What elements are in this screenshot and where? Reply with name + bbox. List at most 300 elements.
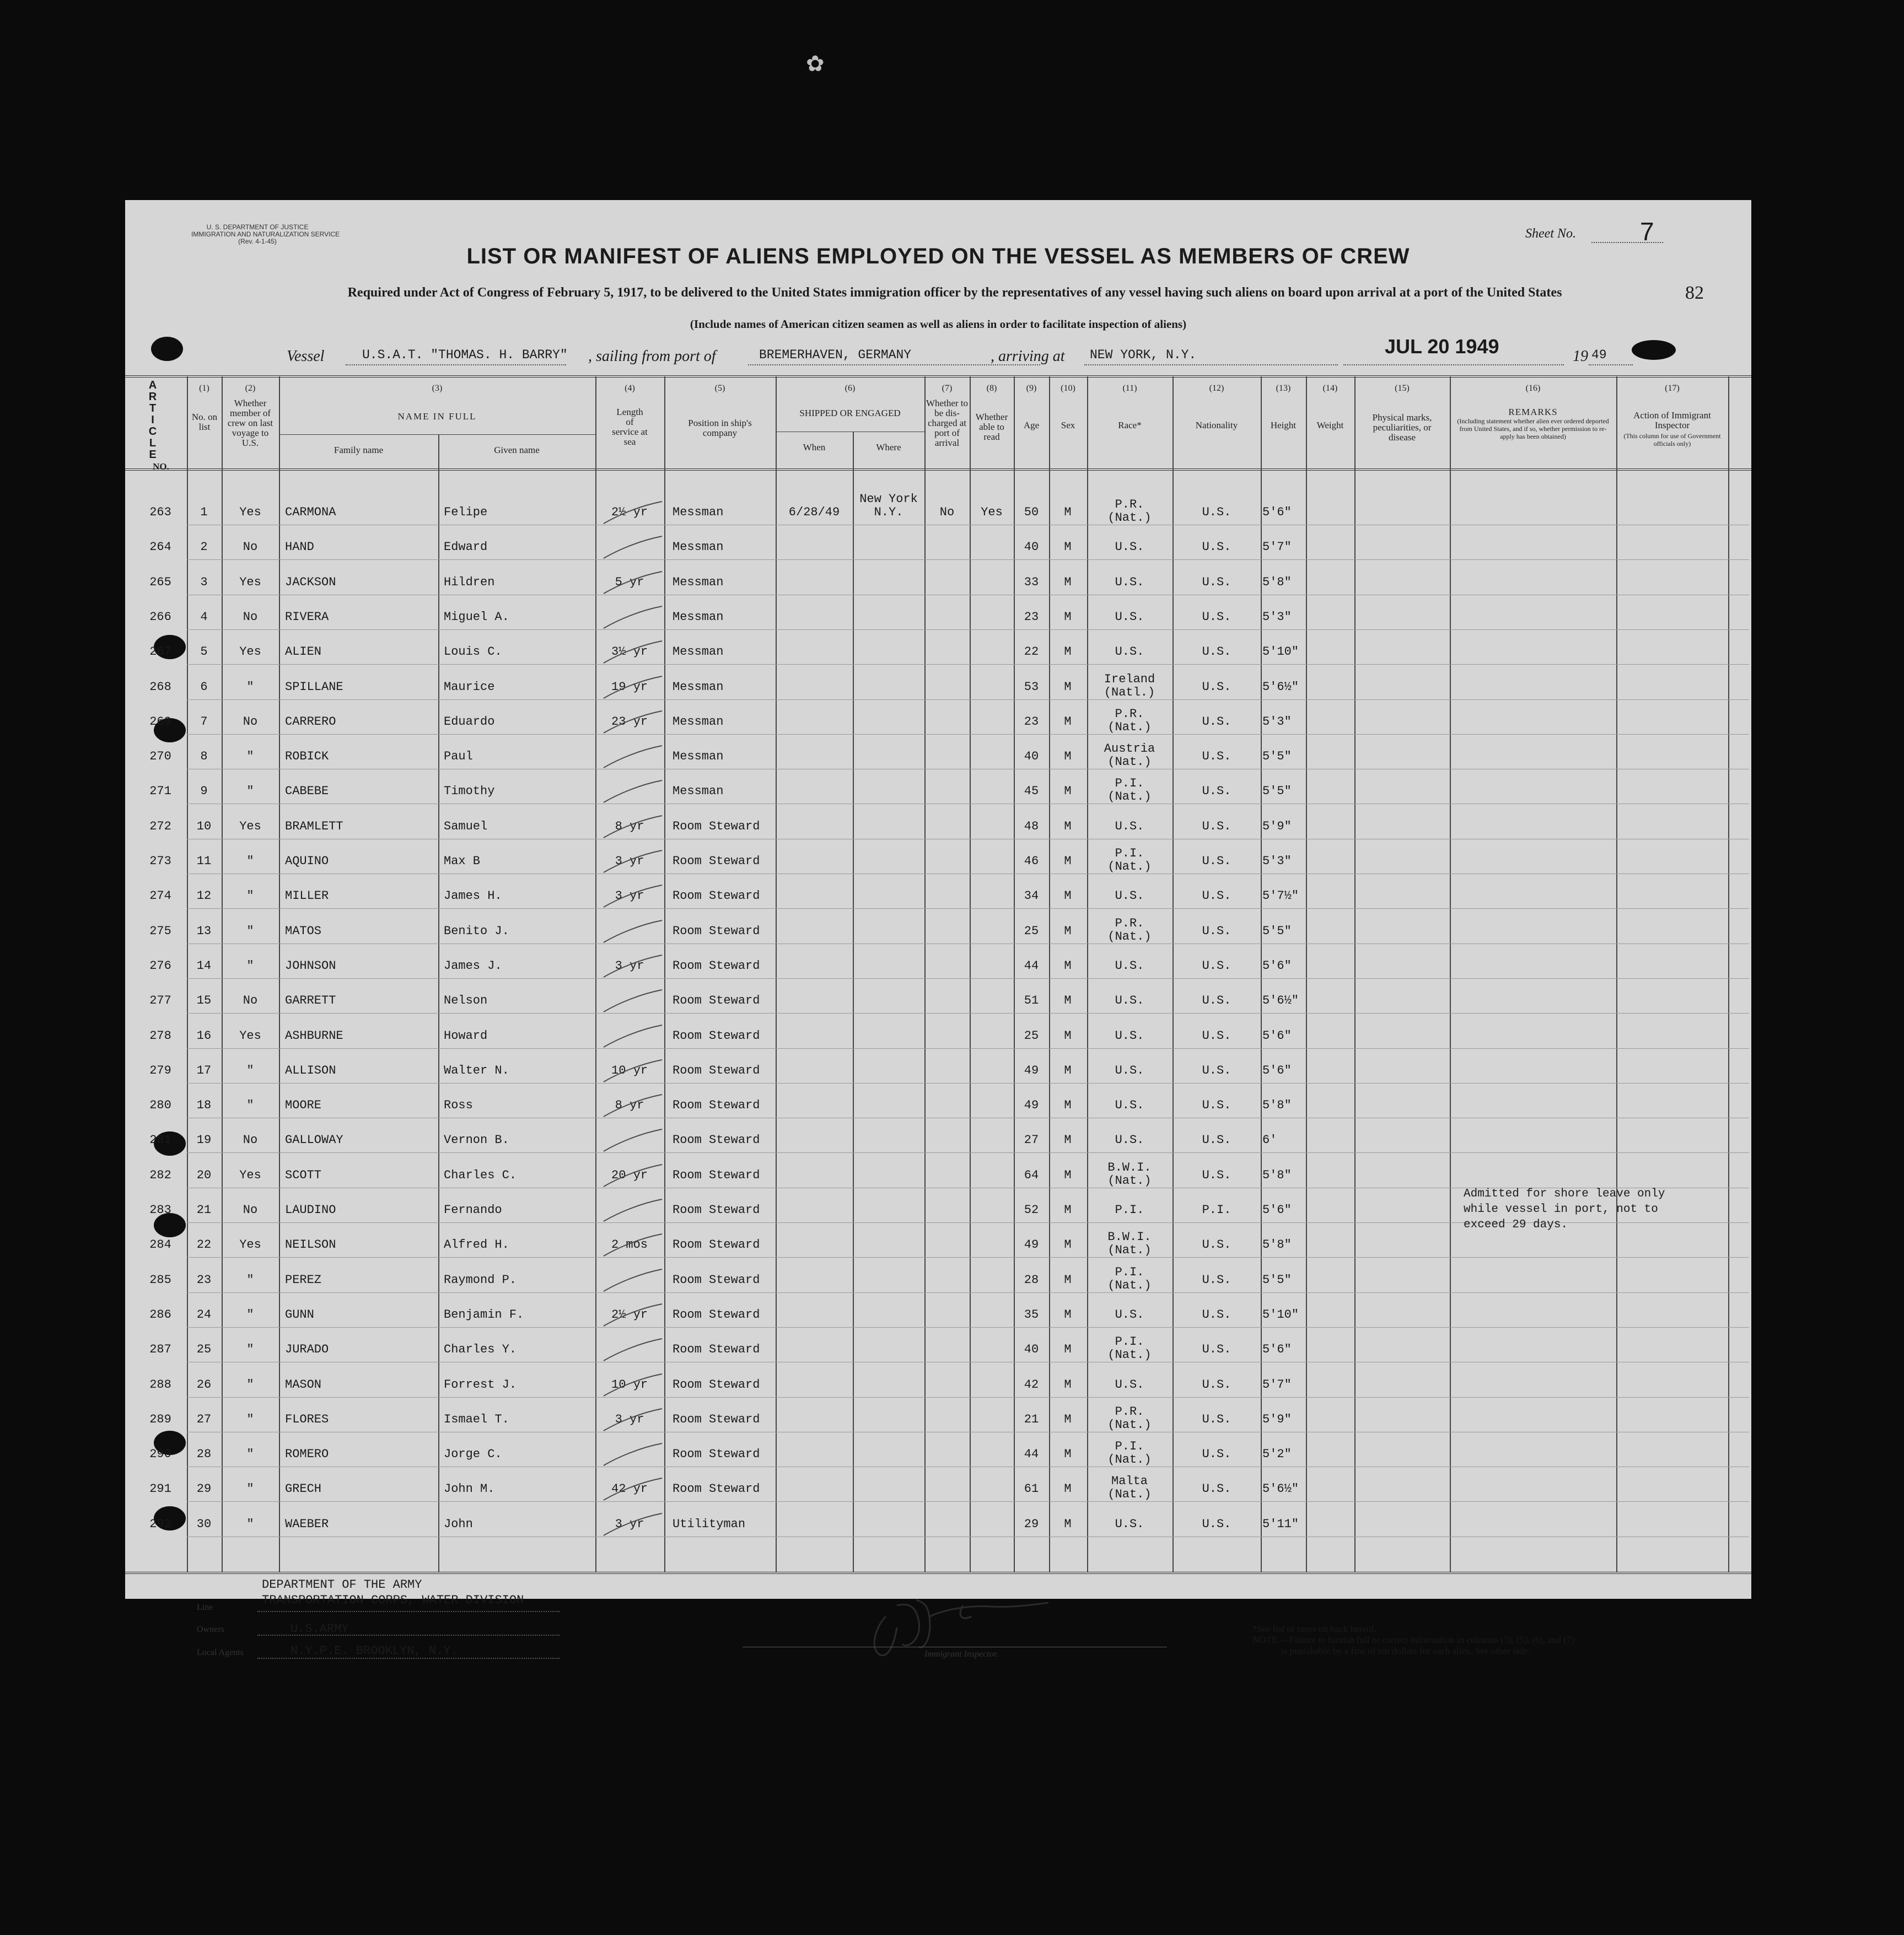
cell-given-name: Samuel — [444, 819, 488, 833]
cell-list-no: 13 — [196, 924, 212, 938]
col15-header: Physical marks, peculiarities, or disease — [1372, 412, 1432, 443]
cell-given-name: Walter N. — [444, 1063, 509, 1077]
cell-given-name: Alfred H. — [444, 1238, 509, 1252]
cell-last-voyage: " — [246, 750, 254, 764]
row-rule — [187, 1048, 1749, 1049]
cell-sex: M — [1064, 1412, 1072, 1426]
cell-list-no: 29 — [196, 1482, 212, 1496]
cell-article-no: 286 — [149, 1307, 171, 1322]
cell-article-no: 282 — [149, 1168, 171, 1182]
cell-sex: M — [1064, 1168, 1072, 1182]
cell-given-name: Edward — [444, 540, 488, 554]
pencil-tick-mark — [600, 813, 666, 841]
cell-race: U.S. — [1115, 958, 1144, 973]
cell-article-no: 281 — [149, 1133, 171, 1147]
cell-list-no: 14 — [196, 958, 212, 973]
col8-header: Whether able to read — [975, 412, 1008, 442]
cell-race-qualifier: (Nat.) — [1107, 790, 1152, 804]
cell-nationality: U.S. — [1202, 1238, 1231, 1252]
cell-age: 27 — [1024, 1133, 1039, 1147]
cell-race-qualifier: (Nat.) — [1107, 1417, 1152, 1432]
cell-given-name: James H. — [444, 889, 502, 903]
pencil-tick-mark — [600, 709, 666, 736]
cell-height: 5'10" — [1262, 645, 1299, 659]
cell-article-no: 264 — [149, 540, 171, 554]
cell-nationality: U.S. — [1202, 1273, 1231, 1287]
cell-race: U.S. — [1115, 1133, 1144, 1147]
cell-family-name: MOORE — [285, 1098, 322, 1113]
cell-family-name: JOHNSON — [285, 958, 336, 973]
col16-header: REMARKS — [1508, 407, 1558, 417]
col12-number: (12) — [1209, 384, 1224, 393]
cell-nationality: U.S. — [1202, 680, 1231, 694]
cell-nationality: U.S. — [1202, 714, 1231, 729]
cell-last-voyage: No — [243, 994, 258, 1008]
cell-family-name: GUNN — [285, 1307, 314, 1322]
cell-last-voyage: No — [243, 1133, 258, 1147]
row-rule — [187, 1083, 1749, 1084]
cell-sex: M — [1064, 784, 1072, 799]
pencil-tick-mark — [600, 953, 666, 980]
cell-article-no: 291 — [149, 1482, 171, 1496]
cell-given-name: Fernando — [444, 1203, 502, 1217]
cell-height: 5'6½" — [1262, 994, 1299, 1008]
cell-sex: M — [1064, 610, 1072, 624]
cell-family-name: BRAMLETT — [285, 819, 343, 833]
cell-family-name: JACKSON — [285, 575, 336, 589]
cell-age: 49 — [1024, 1098, 1039, 1113]
cell-height: 5'9" — [1262, 819, 1292, 833]
cell-race: P.I. — [1115, 1335, 1144, 1349]
owners-underline — [257, 1635, 560, 1636]
cell-article-no: 274 — [149, 889, 171, 903]
col14-number: (14) — [1322, 384, 1338, 393]
cell-position: Messman — [673, 575, 724, 589]
cell-height: 5'7½" — [1262, 889, 1299, 903]
cell-race-qualifier: (Nat.) — [1107, 1278, 1152, 1292]
cell-race: P.R. — [1115, 707, 1144, 721]
col-divider — [1354, 376, 1356, 1572]
cell-given-name: John — [444, 1517, 473, 1531]
cell-nationality: U.S. — [1202, 889, 1231, 903]
col5-number: (5) — [714, 384, 725, 393]
cell-height: 5'3" — [1262, 854, 1292, 868]
col12-header: Nationality — [1195, 420, 1238, 430]
cell-race: P.R. — [1115, 916, 1144, 930]
cell-last-voyage: " — [246, 889, 254, 903]
cell-service-length: 2½ yr — [611, 1307, 648, 1322]
cell-age: 25 — [1024, 924, 1039, 938]
cell-position: Messman — [673, 714, 724, 729]
cell-family-name: PEREZ — [285, 1273, 322, 1287]
port-to-value: NEW YORK, N.Y. — [1090, 348, 1197, 362]
cell-article-no: 278 — [149, 1028, 171, 1043]
cell-age: 25 — [1024, 1028, 1039, 1043]
cell-given-name: Ismael T. — [444, 1412, 509, 1426]
cell-service-length: 3 yr — [615, 1517, 644, 1531]
row-rule — [187, 1257, 1749, 1258]
col15-number: (15) — [1395, 384, 1410, 393]
article-no-letter: A — [148, 379, 157, 391]
cell-article-no: 272 — [149, 819, 171, 833]
cell-article-no: 290 — [149, 1447, 171, 1462]
row-rule — [187, 1013, 1749, 1014]
cell-sex: M — [1064, 750, 1072, 764]
cell-article-no: 287 — [149, 1343, 171, 1357]
cell-position: Room Steward — [673, 1028, 760, 1043]
col3a-header: Family name — [334, 445, 384, 455]
cell-last-voyage: " — [246, 924, 254, 938]
cell-last-voyage: " — [246, 1447, 254, 1462]
name-subheader-rule — [279, 434, 595, 435]
cell-family-name: RIVERA — [285, 610, 329, 624]
cell-position: Messman — [673, 645, 724, 659]
col1-header: No. on list — [191, 412, 218, 432]
cell-family-name: MILLER — [285, 889, 329, 903]
col10-number: (10) — [1061, 384, 1075, 393]
col10-header: Sex — [1061, 420, 1075, 430]
pencil-tick-mark — [600, 534, 666, 562]
cell-given-name: James J. — [444, 958, 502, 973]
row-rule — [187, 1327, 1749, 1328]
cell-given-name: Felipe — [444, 505, 488, 519]
cell-height: 5'3" — [1262, 610, 1292, 624]
cell-race: B.W.I. — [1107, 1160, 1152, 1174]
cell-sex: M — [1064, 1098, 1072, 1113]
cell-height: 5'6" — [1262, 958, 1292, 973]
cell-race-qualifier: (Nat.) — [1107, 511, 1152, 525]
cell-article-no: 271 — [149, 784, 171, 799]
cell-height: 5'5" — [1262, 750, 1292, 764]
cell-height: 5'6½" — [1262, 680, 1299, 694]
cell-sex: M — [1064, 714, 1072, 729]
year-label: 19 — [1573, 348, 1588, 365]
cell-service-length: 23 yr — [611, 714, 648, 729]
cell-age: 53 — [1024, 680, 1039, 694]
col-divider — [924, 376, 926, 1572]
page-number: 82 — [1685, 283, 1704, 303]
cell-last-voyage: Yes — [239, 1238, 261, 1252]
form-note: (Include names of American citizen seamen as well as aliens in order to facilitate inspection of aliens) — [690, 317, 1187, 331]
cell-list-no: 6 — [200, 680, 208, 694]
pencil-tick-mark — [600, 499, 666, 527]
agency-block — [191, 223, 340, 245]
cell-article-no: 263 — [149, 505, 171, 519]
cell-service-length: 3 yr — [615, 958, 644, 973]
cell-service-length: 10 yr — [611, 1063, 648, 1077]
cell-race-qualifier: (Nat.) — [1107, 755, 1152, 769]
col4-header: Length of service at sea — [612, 407, 648, 447]
cell-race: Malta — [1111, 1474, 1148, 1489]
line-underline — [257, 1611, 560, 1612]
cell-sex: M — [1064, 1028, 1072, 1043]
cell-age: 45 — [1024, 784, 1039, 799]
footnote-line: *See list of races on back hereof. — [1252, 1624, 1377, 1634]
col-divider — [853, 432, 854, 1572]
cell-position: Utilityman — [673, 1517, 746, 1531]
cell-given-name: John M. — [444, 1482, 495, 1496]
cell-race: P.I. — [1115, 1203, 1144, 1217]
pencil-tick-mark — [600, 1511, 666, 1539]
cell-race-qualifier: (Nat.) — [1107, 1173, 1152, 1188]
cell-list-no: 8 — [200, 750, 208, 764]
col5-header: Position in ship's company — [688, 418, 752, 438]
cell-last-voyage: " — [246, 1307, 254, 1322]
sheet-no-label: Sheet No. — [1525, 227, 1576, 241]
pencil-tick-mark — [600, 883, 666, 910]
cell-service-length: 8 yr — [615, 819, 644, 833]
col-divider — [279, 376, 280, 1572]
cell-last-voyage: Yes — [239, 645, 261, 659]
cell-service-length: 3½ yr — [611, 645, 648, 659]
cell-age: 35 — [1024, 1307, 1039, 1322]
cell-article-no: 267 — [149, 645, 171, 659]
col8-number: (8) — [986, 384, 997, 393]
cell-height: 5'9" — [1262, 1412, 1292, 1426]
article-no-suffix: NO. — [153, 461, 169, 472]
cell-race: U.S. — [1115, 1098, 1144, 1113]
cell-last-voyage: Yes — [239, 1028, 261, 1043]
cell-position: Room Steward — [673, 1377, 760, 1392]
cell-nationality: U.S. — [1202, 1168, 1231, 1182]
cell-last-voyage: " — [246, 1063, 254, 1077]
cell-position: Room Steward — [673, 1133, 760, 1147]
pencil-tick-mark — [600, 848, 666, 876]
col16-number: (16) — [1525, 384, 1541, 393]
cell-sex: M — [1064, 1517, 1072, 1531]
cell-race: U.S. — [1115, 610, 1144, 624]
owners-label: Owners — [197, 1625, 224, 1634]
cell-given-name: Benito J. — [444, 924, 509, 938]
cell-position: Room Steward — [673, 1482, 760, 1496]
cell-position: Room Steward — [673, 1273, 760, 1287]
cell-family-name: CABEBE — [285, 784, 329, 799]
cell-last-voyage: " — [246, 1412, 254, 1426]
row-rule — [187, 1501, 1749, 1502]
cell-race: Austria — [1104, 742, 1155, 756]
cell-article-no: 289 — [149, 1412, 171, 1426]
cell-discharged: No — [939, 505, 955, 519]
col2-number: (2) — [245, 384, 256, 393]
cell-article-no: 268 — [149, 680, 171, 694]
cell-race: U.S. — [1115, 1063, 1144, 1077]
cell-shipped-when: 6/28/49 — [788, 505, 840, 519]
vessel-value: U.S.A.T. "THOMAS. H. BARRY" — [362, 348, 568, 362]
col-divider — [595, 376, 596, 1572]
pencil-tick-mark — [600, 1302, 666, 1329]
row-rule — [187, 629, 1749, 630]
cell-list-no: 10 — [196, 819, 212, 833]
cell-given-name: Paul — [444, 750, 473, 764]
pencil-tick-mark — [600, 1267, 666, 1295]
col11-number: (11) — [1122, 384, 1137, 393]
cell-service-length: 2 mos — [611, 1238, 648, 1252]
cell-nationality: U.S. — [1202, 505, 1231, 519]
cell-family-name: SPILLANE — [285, 680, 343, 694]
sheet-no-value: 7 — [1640, 217, 1654, 246]
cell-position: Room Steward — [673, 1098, 760, 1113]
col2-header: Whether member of crew on last voyage to U.S. — [227, 398, 273, 448]
article-no-letter: E — [149, 449, 157, 461]
cell-article-no: 284 — [149, 1238, 171, 1252]
cell-height: 5'6" — [1262, 1028, 1292, 1043]
cell-list-no: 27 — [196, 1412, 212, 1426]
table-top-rule — [125, 375, 1751, 378]
col1-number: (1) — [199, 384, 209, 393]
pencil-tick-mark — [600, 1197, 666, 1225]
cell-height: 5'6" — [1262, 1203, 1292, 1217]
cell-age: 48 — [1024, 819, 1039, 833]
col6-number: (6) — [845, 384, 856, 393]
cell-service-length: 10 yr — [611, 1377, 648, 1392]
cell-race-qualifier: (Nat.) — [1107, 860, 1152, 874]
cell-nationality: U.S. — [1202, 1028, 1231, 1043]
cell-age: 29 — [1024, 1517, 1039, 1531]
cell-sex: M — [1064, 680, 1072, 694]
footnote-line: NOTE.—Failure to furnish full or correct information in columns (3), (5), (6), and (7) — [1252, 1635, 1574, 1645]
pencil-tick-mark — [600, 1336, 666, 1364]
cell-service-length: 3 yr — [615, 854, 644, 868]
pencil-tick-mark — [600, 604, 666, 632]
article-no-letter: C — [148, 425, 157, 438]
cell-article-no: 292 — [149, 1517, 171, 1531]
cell-shipped-where: N.Y. — [874, 505, 903, 519]
row-rule — [187, 908, 1749, 909]
cell-position: Room Steward — [673, 924, 760, 938]
cell-race: Ireland — [1104, 672, 1155, 686]
vessel-label: Vessel — [287, 348, 325, 365]
cell-sex: M — [1064, 994, 1072, 1008]
pencil-tick-mark — [600, 569, 666, 597]
pencil-tick-mark — [600, 1127, 666, 1155]
cell-given-name: Benjamin F. — [444, 1307, 524, 1322]
cell-height: 5'2" — [1262, 1447, 1292, 1462]
cell-age: 42 — [1024, 1377, 1039, 1392]
pencil-tick-mark — [600, 778, 666, 806]
cell-article-no: 269 — [149, 714, 171, 729]
article-no-letter: T — [149, 402, 157, 414]
remark-line: Admitted for shore leave only — [1464, 1188, 1665, 1200]
cell-race: P.R. — [1115, 1404, 1144, 1419]
row-rule — [187, 1397, 1749, 1398]
cell-list-no: 5 — [200, 645, 208, 659]
cell-article-no: 283 — [149, 1203, 171, 1217]
cell-article-no: 270 — [149, 750, 171, 764]
cell-list-no: 4 — [200, 610, 208, 624]
cell-list-no: 7 — [200, 714, 208, 729]
cell-list-no: 22 — [196, 1238, 212, 1252]
row-rule — [187, 1292, 1749, 1293]
pencil-tick-mark — [600, 1023, 666, 1050]
cell-age: 51 — [1024, 994, 1039, 1008]
cell-service-length: 8 yr — [615, 1098, 644, 1113]
cell-sex: M — [1064, 889, 1072, 903]
cell-age: 61 — [1024, 1482, 1039, 1496]
year-underline — [1589, 364, 1633, 365]
cell-family-name: GRECH — [285, 1482, 322, 1496]
cell-age: 33 — [1024, 575, 1039, 589]
col3-number: (3) — [432, 384, 443, 393]
cell-position: Room Steward — [673, 1063, 760, 1077]
cell-position: Room Steward — [673, 1203, 760, 1217]
cell-nationality: U.S. — [1202, 1063, 1231, 1077]
cell-family-name: ROMERO — [285, 1447, 329, 1462]
cell-race-qualifier: (Natl.) — [1104, 685, 1155, 699]
cell-nationality: U.S. — [1202, 750, 1231, 764]
table-bottom-rule — [125, 1572, 1751, 1574]
cell-list-no: 16 — [196, 1028, 212, 1043]
col-divider — [1616, 376, 1617, 1572]
col-divider — [1306, 376, 1307, 1572]
cell-given-name: Louis C. — [444, 645, 502, 659]
cell-family-name: CARMONA — [285, 505, 336, 519]
cell-sex: M — [1064, 1133, 1072, 1147]
col13-number: (13) — [1276, 384, 1291, 393]
cell-given-name: Charles Y. — [444, 1343, 517, 1357]
cell-given-name: Max B — [444, 854, 481, 868]
col-divider — [776, 376, 777, 1572]
cell-last-voyage: Yes — [239, 819, 261, 833]
cell-sex: M — [1064, 1343, 1072, 1357]
cell-nationality: U.S. — [1202, 1482, 1231, 1496]
cell-nationality: U.S. — [1202, 1343, 1231, 1357]
footnote-line: is punishable by a fine of ten dollars for each alien. See other side. — [1281, 1646, 1530, 1656]
cell-article-no: 273 — [149, 854, 171, 868]
cell-height: 5'6" — [1262, 505, 1292, 519]
cell-given-name: Ross — [444, 1098, 473, 1113]
cell-given-name: Vernon B. — [444, 1133, 509, 1147]
cell-race: U.S. — [1115, 1307, 1144, 1322]
cell-race: B.W.I. — [1107, 1230, 1152, 1244]
cell-sex: M — [1064, 575, 1072, 589]
cell-list-no: 25 — [196, 1343, 212, 1357]
col-divider — [1087, 376, 1088, 1572]
cell-age: 23 — [1024, 610, 1039, 624]
cell-nationality: U.S. — [1202, 610, 1231, 624]
cell-position: Messman — [673, 540, 724, 554]
cell-given-name: Nelson — [444, 994, 488, 1008]
cell-family-name: WAEBER — [285, 1517, 329, 1531]
line-label: Line — [197, 1603, 213, 1612]
col6-header: SHIPPED OR ENGAGED — [799, 408, 901, 418]
cell-age: 44 — [1024, 1447, 1039, 1462]
cell-position: Messman — [673, 784, 724, 799]
col11-header: Race* — [1118, 420, 1142, 430]
cell-shipped-where: New York — [859, 492, 918, 506]
cell-article-no: 280 — [149, 1098, 171, 1113]
cell-last-voyage: Yes — [239, 1168, 261, 1182]
agency-line: U. S. DEPARTMENT OF JUSTICE — [206, 223, 309, 231]
agency-line: IMMIGRATION AND NATURALIZATION SERVICE — [191, 230, 340, 238]
cell-height: 5'8" — [1262, 1238, 1292, 1252]
cell-last-voyage: " — [246, 784, 254, 799]
cell-last-voyage: " — [246, 1098, 254, 1113]
cell-nationality: U.S. — [1202, 1307, 1231, 1322]
col16-subheader: (Including statement whether alien ever ordered deported from United States, and if so, whether permission to re-apply has been obtained) — [1457, 417, 1609, 440]
date-underline — [1343, 364, 1564, 365]
cell-age: 23 — [1024, 714, 1039, 729]
cell-given-name: Maurice — [444, 680, 495, 694]
cell-list-no: 1 — [200, 505, 208, 519]
cell-height: 6' — [1262, 1133, 1277, 1147]
cell-race-qualifier: (Nat.) — [1107, 929, 1152, 944]
cell-given-name: Howard — [444, 1028, 488, 1043]
cell-service-length: 19 yr — [611, 680, 648, 694]
col17-subheader: (This column for use of Government officials only) — [1623, 432, 1721, 448]
cell-given-name: Forrest J. — [444, 1377, 517, 1392]
remark-line: while vessel in port, not to — [1464, 1203, 1658, 1216]
scan-speck: ✿ — [806, 51, 825, 76]
